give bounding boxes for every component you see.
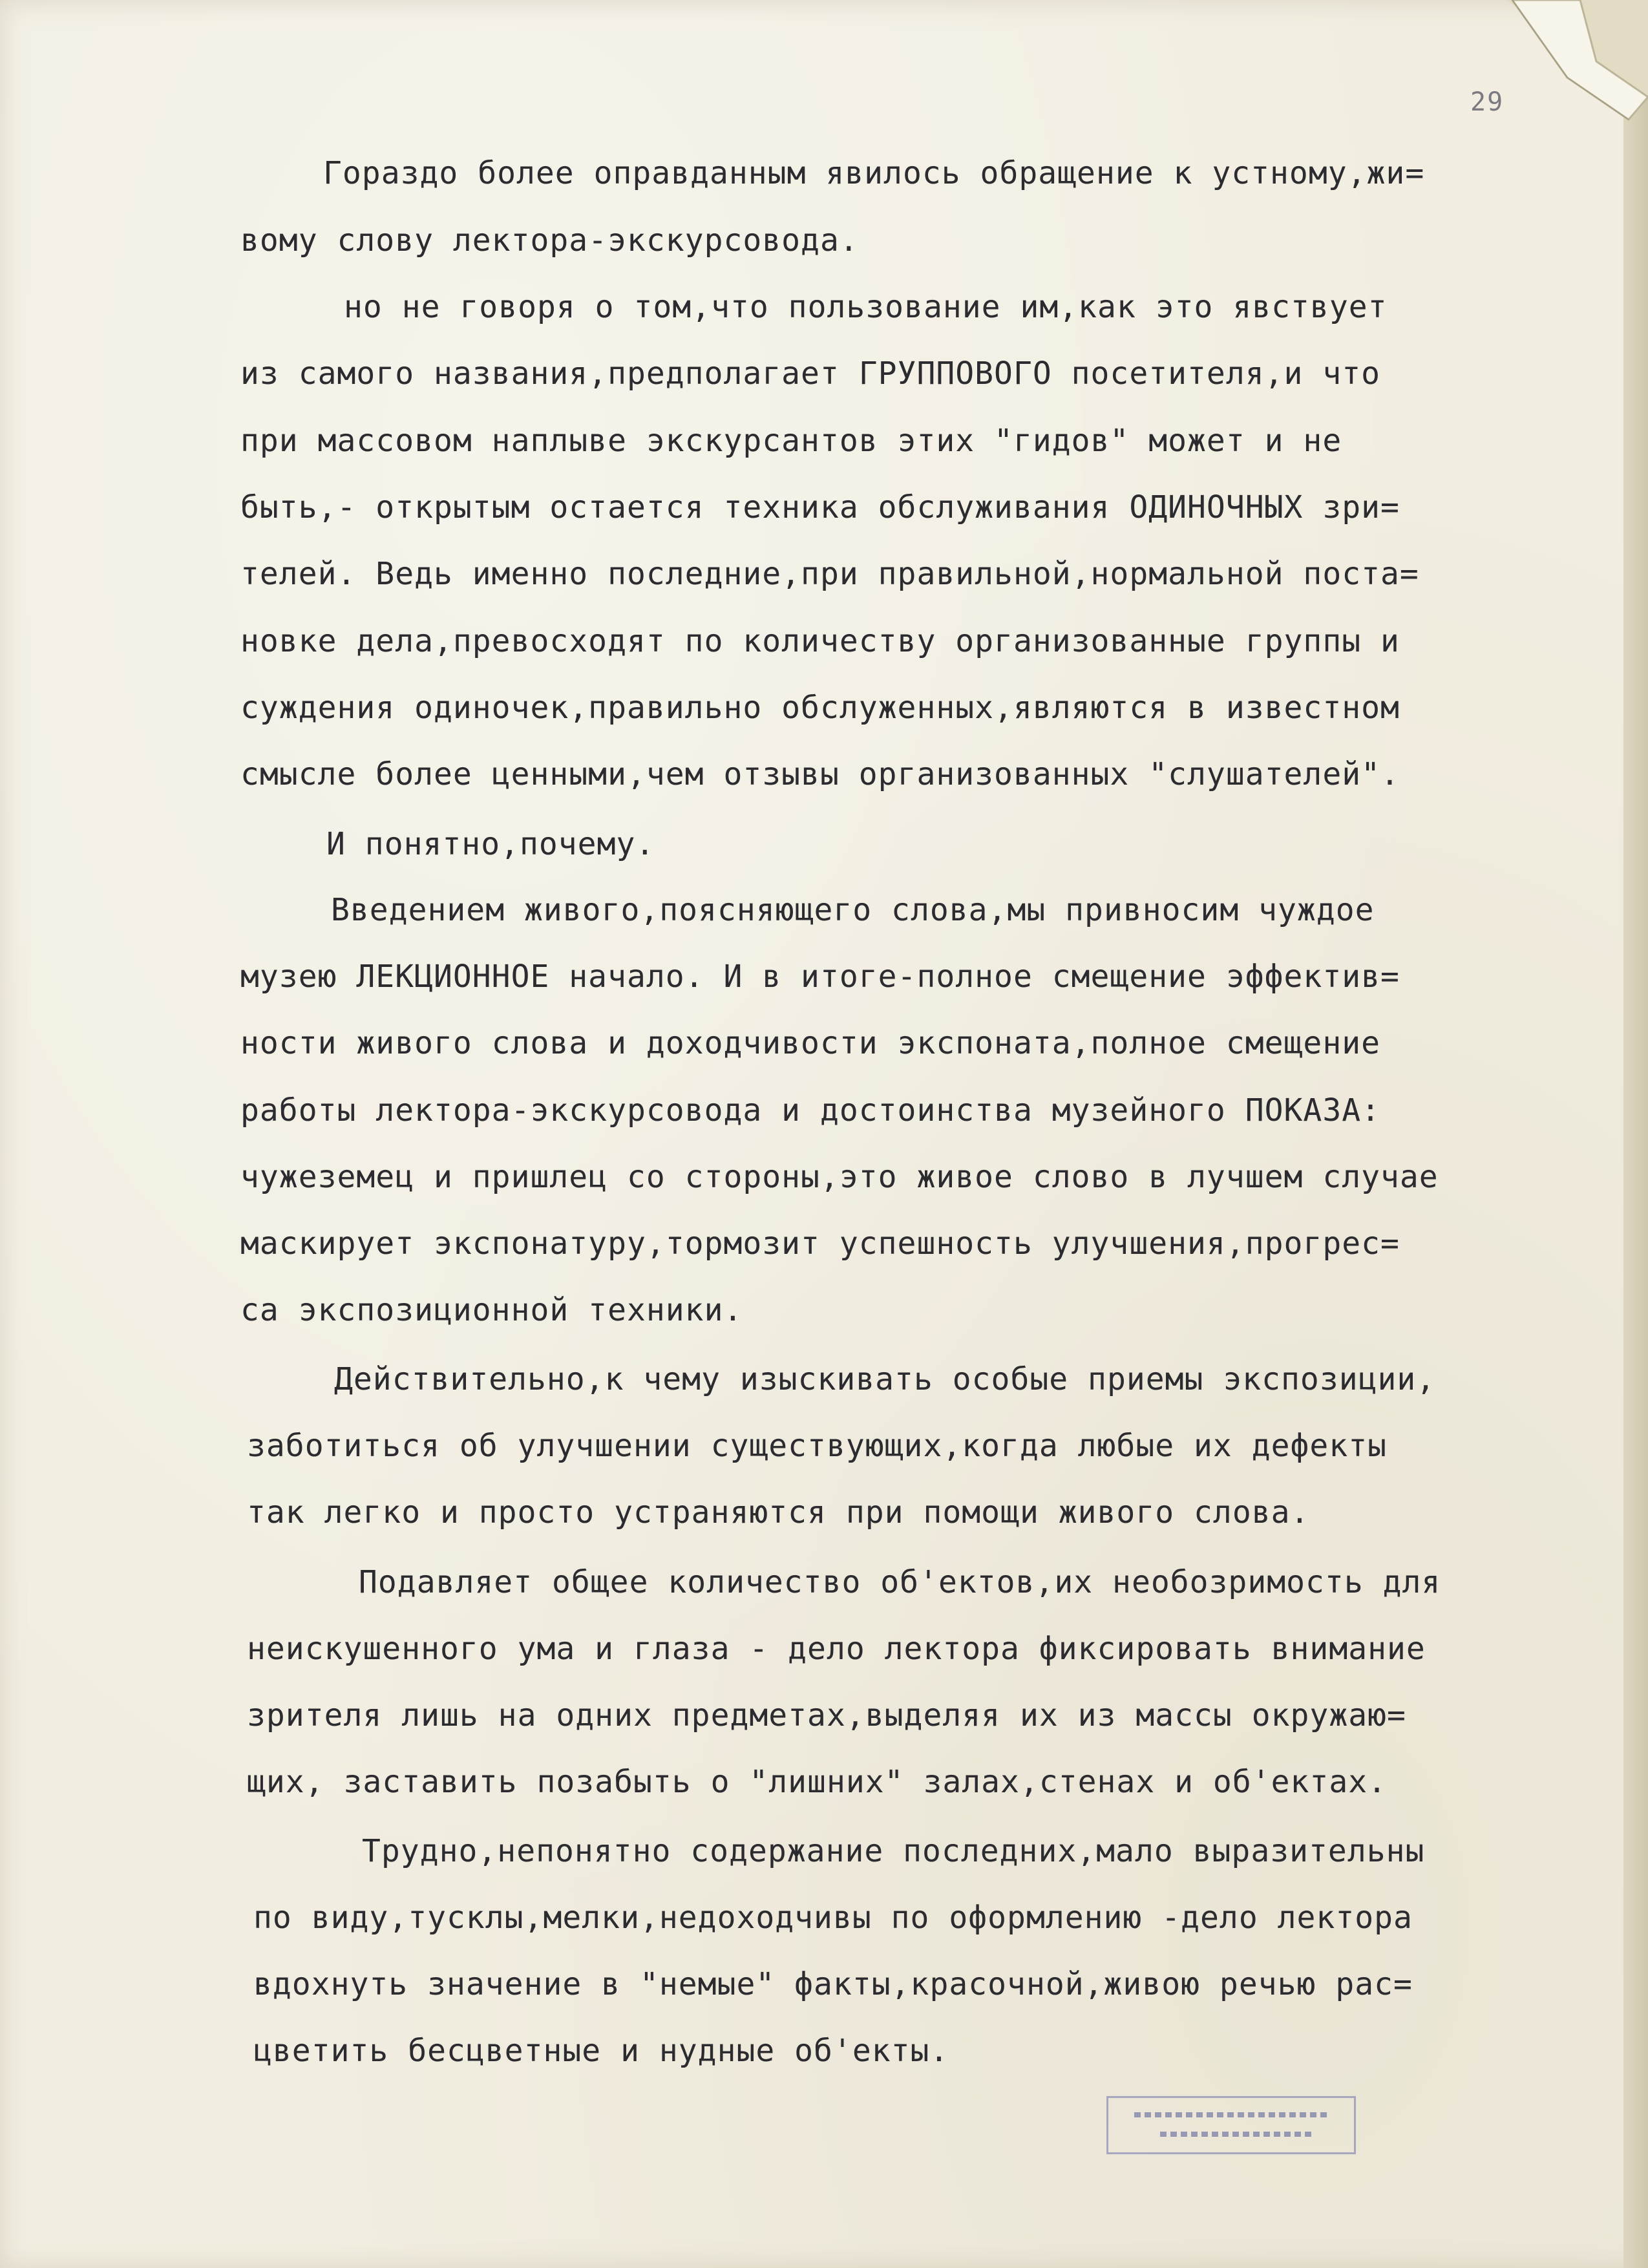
text-line: цветить бесцветные и нудные об'екты. bbox=[253, 2033, 949, 2069]
text-line: суждения одиночек,правильно обслуженных,являются в известном bbox=[240, 690, 1400, 726]
archive-stamp bbox=[1106, 2096, 1356, 2154]
text-line: смысле более ценными,чем отзывы организованных "слушателей". bbox=[240, 756, 1400, 792]
text-line: быть,- открытым остается техника обслуживания ОДИНОЧНЫХ зри= bbox=[240, 489, 1400, 525]
text-line: заботиться об улучшении существующих,когда любые их дефекты bbox=[247, 1428, 1388, 1464]
text-line: из самого названия,предполагает ГРУППОВОГО посетителя,и что bbox=[240, 355, 1381, 392]
text-line: Действительно,к чему изыскивать особые приемы экспозиции, bbox=[334, 1361, 1436, 1397]
text-line: новке дела,превосходят по количеству организованные группы и bbox=[240, 623, 1400, 659]
text-line: Гораздо более оправданным явилось обращение к устному,жи= bbox=[323, 155, 1425, 191]
text-line: вдохнуть значение в "немые" факты,красочной,живою речью рас= bbox=[253, 1966, 1413, 2002]
text-line: Трудно,непонятно содержание последних,мало выразительны bbox=[362, 1833, 1425, 1869]
text-line: так легко и просто устраняются при помощи живого слова. bbox=[247, 1494, 1310, 1531]
text-line: неискушенного ума и глаза - дело лектора фиксировать внимание bbox=[247, 1631, 1426, 1667]
text-line: И понятно,почему. bbox=[326, 826, 655, 862]
text-line: ности живого слова и доходчивости экспоната,полное смещение bbox=[240, 1025, 1381, 1061]
text-line: телей. Ведь именно последние,при правильной,нормальной поста= bbox=[240, 556, 1419, 592]
text-line: щих, заставить позабыть о "лишних" залах,стенах и об'ектах. bbox=[247, 1764, 1388, 1800]
text-line: работы лектора-экскурсовода и достоинства музейного ПОКАЗА: bbox=[240, 1092, 1381, 1129]
text-line: при массовом наплыве экскурсантов этих "гидов" может и не bbox=[240, 423, 1342, 459]
text-line: чужеземец и пришлец со стороны,это живое слово в лучшем случае bbox=[240, 1159, 1439, 1195]
text-line: маскирует экспонатуру,тормозит успешность улучшения,прогрес= bbox=[240, 1225, 1400, 1262]
text-line: вому слову лектора-экскурсовода. bbox=[240, 222, 859, 259]
page-number: 29 bbox=[1470, 87, 1505, 117]
stamp-mark bbox=[1134, 2112, 1328, 2117]
text-line: музею ЛЕКЦИОННОЕ начало. И в итоге-полное смещение эффектив= bbox=[240, 959, 1400, 995]
text-line: зрителя лишь на одних предметах,выделяя их из массы окружаю= bbox=[247, 1697, 1406, 1733]
text-line: по виду,тусклы,мелки,недоходчивы по оформлению -дело лектора bbox=[253, 1900, 1413, 1936]
stamp-mark bbox=[1160, 2132, 1315, 2137]
text-line: но не говоря о том,что пользование им,как это явствует bbox=[344, 289, 1388, 325]
text-line: са экспозиционной техники. bbox=[240, 1292, 743, 1328]
text-line: Введением живого,поясняющего слова,мы привносим чуждое bbox=[331, 892, 1375, 928]
text-line: Подавляет общее количество об'ектов,их необозримость для bbox=[359, 1564, 1441, 1600]
